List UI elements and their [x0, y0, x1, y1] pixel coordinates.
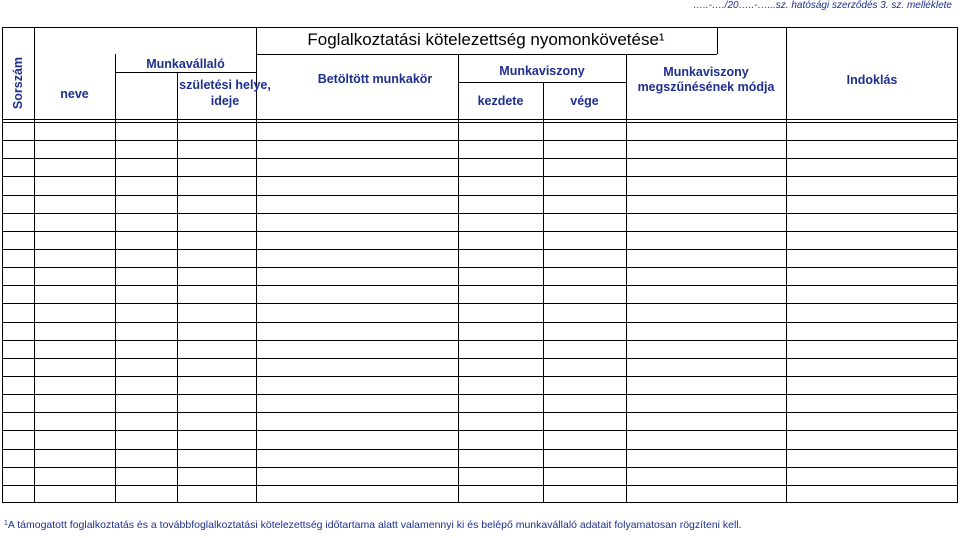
column-header-munkaviszony: Munkaviszony [499, 64, 585, 78]
column-header-megszunes-1: Munkaviszony [663, 65, 749, 79]
column-header-betoltott: Betöltött munkakör [317, 72, 433, 86]
attachment-reference: …..-…./20…..-…...sz. hatósági szerződés 3. sz. melléklete [693, 0, 952, 11]
column-header-megszunes-2: megszűnésének módja [637, 80, 775, 94]
column-header-kezdete: kezdete [477, 94, 524, 108]
column-header-neve: neve [60, 87, 89, 101]
column-header-vege: vége [570, 94, 599, 108]
column-header-indoklas: Indoklás [846, 73, 898, 87]
footnote-marker: 1 [4, 520, 8, 527]
column-header-munkavallalo: Munkavállaló [146, 57, 225, 71]
footnote-text: A támogatott foglalkoztatás és a továbbfoglalkoztatási kötelezettség időtartama alatt valamennyi ki és belépő munkavállaló adatait folyamatosan rögzíteni kell. [7, 519, 742, 531]
footnote [4, 519, 742, 531]
column-header-szuletesi-1: születési helye, [179, 78, 271, 92]
column-header-szuletesi-2: ideje [210, 94, 240, 108]
form-title: Foglalkoztatási kötelezettség nyomonkövetése¹ [307, 30, 665, 49]
column-header-sorszam: Sorszám [11, 56, 25, 110]
